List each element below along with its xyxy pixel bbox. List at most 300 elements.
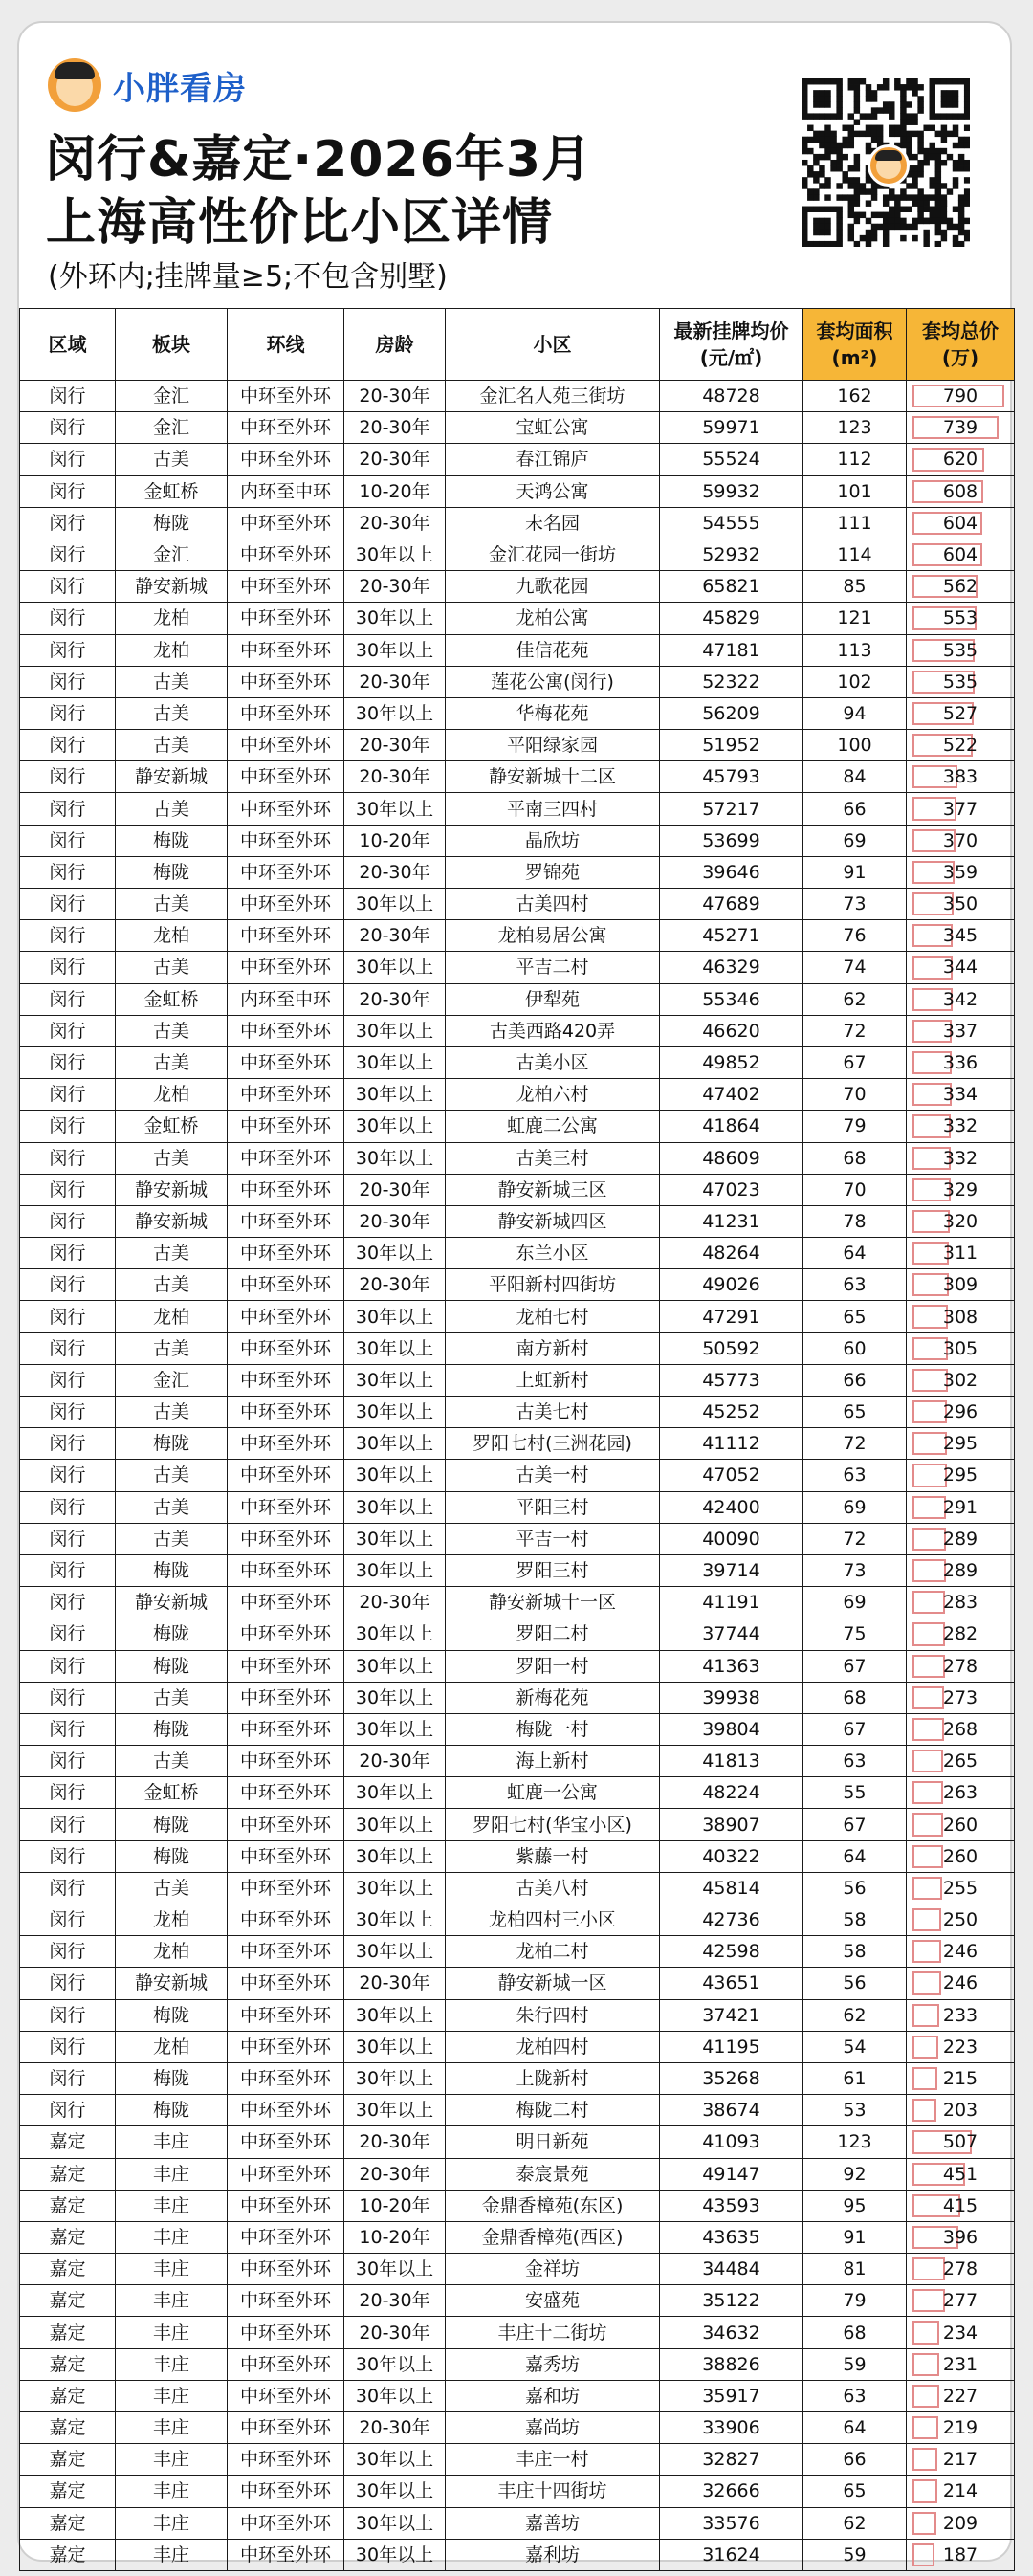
cell-community: 古美小区 [446, 1046, 660, 1078]
cell-community: 南方新村 [446, 1332, 660, 1364]
cell-area: 67 [803, 1809, 907, 1840]
cell-area: 63 [803, 1269, 907, 1301]
cell-community: 平阳绿家园 [446, 730, 660, 761]
cell-area: 58 [803, 1904, 907, 1936]
cell-district: 嘉定 [20, 2317, 116, 2348]
cell-block: 龙柏 [116, 603, 228, 634]
cell-price: 47052 [660, 1460, 803, 1491]
cell-area: 111 [803, 507, 907, 539]
cell-community: 古美西路420弄 [446, 1015, 660, 1046]
cell-age: 30年以上 [344, 2380, 446, 2411]
cell-ring: 中环至外环 [228, 1840, 344, 1872]
cell-ring: 中环至外环 [228, 1587, 344, 1618]
cell-age: 20-30年 [344, 1174, 446, 1205]
cell-block: 古美 [116, 1682, 228, 1713]
cell-community: 古美一村 [446, 1460, 660, 1491]
cell-age: 30年以上 [344, 1618, 446, 1650]
cell-block: 龙柏 [116, 634, 228, 666]
cell-block: 丰庄 [116, 2126, 228, 2158]
cell-price: 42400 [660, 1491, 803, 1523]
cell-age: 30年以上 [344, 2507, 446, 2539]
cell-district: 嘉定 [20, 2285, 116, 2317]
cell-ring: 中环至外环 [228, 1046, 344, 1078]
total-bar [912, 1622, 945, 1645]
total-bar [912, 1559, 946, 1582]
cell-area: 91 [803, 856, 907, 888]
cell-total [907, 2348, 1015, 2380]
cell-total [907, 475, 1015, 507]
cell-total [907, 444, 1015, 475]
cell-block: 古美 [116, 1046, 228, 1078]
total-bar [912, 1591, 945, 1614]
cell-total [907, 1746, 1015, 1777]
total-value: 219 [942, 2417, 978, 2439]
total-value: 344 [942, 957, 978, 979]
cell-community: 上陇新村 [446, 2062, 660, 2094]
cell-community: 罗阳七村(华宝小区) [446, 1809, 660, 1840]
cell-total [907, 1650, 1015, 1682]
cell-community: 紫藤一村 [446, 1840, 660, 1872]
table-row [20, 381, 1015, 412]
cell-block: 古美 [116, 889, 228, 920]
cell-ring: 中环至外环 [228, 1205, 344, 1237]
cell-district: 闵行 [20, 697, 116, 729]
cell-area: 95 [803, 2190, 907, 2221]
cell-price: 39804 [660, 1713, 803, 1745]
cell-block: 梅陇 [116, 507, 228, 539]
cell-community: 金鼎香樟苑(东区) [446, 2190, 660, 2221]
cell-total [907, 1809, 1015, 1840]
cell-age: 20-30年 [344, 2158, 446, 2190]
cell-total [907, 2254, 1015, 2285]
cell-community: 未名园 [446, 507, 660, 539]
cell-area: 73 [803, 889, 907, 920]
cell-age: 20-30年 [344, 444, 446, 475]
cell-total [907, 1397, 1015, 1428]
cell-area: 123 [803, 412, 907, 444]
cell-ring: 中环至外环 [228, 1523, 344, 1554]
cell-area: 74 [803, 952, 907, 983]
cell-price: 41864 [660, 1111, 803, 1142]
table-row [20, 1968, 1015, 1999]
total-bar [912, 2448, 937, 2471]
cell-area: 85 [803, 571, 907, 603]
total-value: 739 [942, 417, 978, 439]
cell-area: 60 [803, 1332, 907, 1364]
cell-ring: 中环至外环 [228, 1650, 344, 1682]
cell-community: 平吉一村 [446, 1523, 660, 1554]
table-row [20, 1046, 1015, 1078]
cell-age: 30年以上 [344, 2539, 446, 2570]
cell-price: 42598 [660, 1936, 803, 1968]
page-title-line1: 闵行&嘉定·2026年3月 [46, 131, 593, 188]
table-row [20, 1587, 1015, 1618]
cell-ring: 中环至外环 [228, 2126, 344, 2158]
cell-age: 30年以上 [344, 2095, 446, 2126]
total-value: 246 [942, 1972, 978, 1994]
cell-district: 嘉定 [20, 2221, 116, 2253]
cell-district: 闵行 [20, 1904, 116, 1936]
cell-area: 76 [803, 920, 907, 952]
cell-ring: 中环至外环 [228, 2317, 344, 2348]
cell-district: 闵行 [20, 1554, 116, 1586]
cell-price: 52322 [660, 666, 803, 697]
cell-community: 丰庄十四街坊 [446, 2476, 660, 2507]
total-value: 620 [942, 449, 978, 471]
cell-price: 49026 [660, 1269, 803, 1301]
total-value: 255 [942, 1877, 978, 1899]
total-value: 305 [942, 1337, 978, 1359]
cell-block: 梅陇 [116, 1999, 228, 2031]
cell-block: 梅陇 [116, 2062, 228, 2094]
cell-community: 古美三村 [446, 1142, 660, 1174]
cell-price: 46620 [660, 1015, 803, 1046]
cell-area: 113 [803, 634, 907, 666]
table-row [20, 1523, 1015, 1554]
cell-district: 闵行 [20, 507, 116, 539]
cell-age: 20-30年 [344, 2412, 446, 2444]
cell-area: 72 [803, 1523, 907, 1554]
table-row [20, 2348, 1015, 2380]
cell-district: 闵行 [20, 793, 116, 825]
total-value: 350 [942, 893, 978, 915]
cell-age: 30年以上 [344, 952, 446, 983]
table-row [20, 2062, 1015, 2094]
cell-total [907, 2476, 1015, 2507]
total-bar [912, 1781, 943, 1804]
cell-community: 金鼎香樟苑(西区) [446, 2221, 660, 2253]
cell-total [907, 2380, 1015, 2411]
cell-age: 20-30年 [344, 666, 446, 697]
cell-block: 古美 [116, 1523, 228, 1554]
total-bar [912, 2004, 939, 2027]
cell-area: 56 [803, 1872, 907, 1904]
cell-community: 龙柏四村 [446, 2031, 660, 2062]
cell-age: 30年以上 [344, 1999, 446, 2031]
cell-district: 闵行 [20, 761, 116, 793]
cell-area: 92 [803, 2158, 907, 2190]
cell-block: 金虹桥 [116, 983, 228, 1015]
cell-district: 闵行 [20, 2095, 116, 2126]
cell-block: 古美 [116, 1397, 228, 1428]
cell-ring: 中环至外环 [228, 1301, 344, 1332]
cell-price: 46329 [660, 952, 803, 983]
table-row [20, 730, 1015, 761]
cell-price: 49852 [660, 1046, 803, 1078]
cell-community: 莲花公寓(闵行) [446, 666, 660, 697]
table-row [20, 1269, 1015, 1301]
cell-ring: 中环至外环 [228, 2444, 344, 2476]
cell-price: 47402 [660, 1079, 803, 1111]
cell-area: 102 [803, 666, 907, 697]
cell-block: 丰庄 [116, 2221, 228, 2253]
cell-price: 38674 [660, 2095, 803, 2126]
cell-district: 闵行 [20, 666, 116, 697]
cell-total [907, 952, 1015, 983]
cell-block: 古美 [116, 1269, 228, 1301]
cell-community: 金汇花园一街坊 [446, 539, 660, 570]
cell-block: 丰庄 [116, 2158, 228, 2190]
cell-district: 闵行 [20, 634, 116, 666]
total-value: 215 [942, 2068, 978, 2090]
total-bar [912, 2416, 938, 2439]
cell-age: 30年以上 [344, 1301, 446, 1332]
total-bar [912, 2512, 936, 2535]
cell-age: 30年以上 [344, 1460, 446, 1491]
cell-district: 闵行 [20, 730, 116, 761]
cell-price: 48728 [660, 381, 803, 412]
cell-district: 闵行 [20, 889, 116, 920]
table-row [20, 2476, 1015, 2507]
total-value: 289 [942, 1528, 978, 1550]
total-value: 209 [942, 2512, 978, 2534]
total-value: 311 [942, 1243, 978, 1265]
total-bar [912, 2321, 939, 2344]
cell-age: 20-30年 [344, 1746, 446, 1777]
cell-district: 闵行 [20, 1332, 116, 1364]
cell-block: 静安新城 [116, 1968, 228, 1999]
cell-age: 10-20年 [344, 825, 446, 856]
cell-ring: 中环至外环 [228, 1554, 344, 1586]
cell-age: 30年以上 [344, 1491, 446, 1523]
total-bar [912, 1971, 941, 1994]
total-bar [912, 1877, 942, 1900]
cell-block: 古美 [116, 666, 228, 697]
cell-ring: 中环至外环 [228, 1015, 344, 1046]
cell-block: 古美 [116, 697, 228, 729]
cell-ring: 中环至外环 [228, 2062, 344, 2094]
table-row [20, 2412, 1015, 2444]
cell-ring: 中环至外环 [228, 1491, 344, 1523]
cell-district: 闵行 [20, 1174, 116, 1205]
total-bar [912, 1496, 946, 1519]
cell-age: 30年以上 [344, 1840, 446, 1872]
cell-ring: 中环至外环 [228, 1936, 344, 1968]
cell-district: 闵行 [20, 983, 116, 1015]
cell-community: 罗锦苑 [446, 856, 660, 888]
total-value: 273 [942, 1686, 978, 1708]
cell-age: 20-30年 [344, 730, 446, 761]
total-bar [912, 1940, 941, 1963]
brand-logo [48, 57, 247, 113]
cell-community: 平阳三村 [446, 1491, 660, 1523]
cell-total [907, 1046, 1015, 1078]
cell-ring: 中环至外环 [228, 1999, 344, 2031]
cell-community: 嘉善坊 [446, 2507, 660, 2539]
total-value: 263 [942, 1782, 978, 1804]
cell-community: 龙柏四村三小区 [446, 1904, 660, 1936]
total-bar [912, 1845, 943, 1868]
table-row [20, 2221, 1015, 2253]
cell-district: 嘉定 [20, 2507, 116, 2539]
cell-price: 48609 [660, 1142, 803, 1174]
cell-price: 35268 [660, 2062, 803, 2094]
cell-district: 闵行 [20, 381, 116, 412]
cell-community: 罗阳二村 [446, 1618, 660, 1650]
cell-price: 47291 [660, 1301, 803, 1332]
cell-area: 64 [803, 1840, 907, 1872]
total-value: 790 [942, 385, 978, 407]
cell-age: 30年以上 [344, 1079, 446, 1111]
cell-block: 梅陇 [116, 1618, 228, 1650]
header-age: 房龄 [344, 309, 446, 381]
cell-ring: 中环至外环 [228, 2539, 344, 2570]
cell-age: 20-30年 [344, 381, 446, 412]
cell-area: 69 [803, 825, 907, 856]
table-row [20, 920, 1015, 952]
table-row [20, 793, 1015, 825]
table-row [20, 634, 1015, 666]
cell-block: 龙柏 [116, 1936, 228, 1968]
total-value: 278 [942, 1655, 978, 1677]
cell-area: 72 [803, 1015, 907, 1046]
total-bar [912, 1718, 944, 1741]
cell-district: 闵行 [20, 856, 116, 888]
cell-district: 闵行 [20, 1397, 116, 1428]
table-row [20, 1904, 1015, 1936]
table-row [20, 1554, 1015, 1586]
total-value: 295 [942, 1433, 978, 1455]
cell-age: 30年以上 [344, 1650, 446, 1682]
cell-area: 54 [803, 2031, 907, 2062]
total-value: 332 [942, 1147, 978, 1169]
cell-area: 70 [803, 1174, 907, 1205]
table-row [20, 1205, 1015, 1237]
cell-total [907, 2158, 1015, 2190]
cell-ring: 中环至外环 [228, 1872, 344, 1904]
cell-total [907, 2031, 1015, 2062]
cell-block: 古美 [116, 1015, 228, 1046]
cell-district: 闵行 [20, 952, 116, 983]
table-row [20, 444, 1015, 475]
cell-community: 东兰小区 [446, 1238, 660, 1269]
cell-ring: 中环至外环 [228, 381, 344, 412]
cell-district: 闵行 [20, 1682, 116, 1713]
cell-price: 40322 [660, 1840, 803, 1872]
cell-district: 闵行 [20, 1079, 116, 1111]
cell-price: 48224 [660, 1777, 803, 1809]
cell-community: 明日新苑 [446, 2126, 660, 2158]
header-community: 小区 [446, 309, 660, 381]
cell-price: 38826 [660, 2348, 803, 2380]
cell-community: 龙柏七村 [446, 1301, 660, 1332]
cell-area: 59 [803, 2348, 907, 2380]
qr-avatar-icon [868, 144, 910, 187]
cell-district: 闵行 [20, 1999, 116, 2031]
cell-community: 虹鹿一公寓 [446, 1777, 660, 1809]
cell-price: 39646 [660, 856, 803, 888]
cell-price: 54555 [660, 507, 803, 539]
cell-block: 龙柏 [116, 1079, 228, 1111]
cell-area: 66 [803, 2444, 907, 2476]
cell-area: 68 [803, 1142, 907, 1174]
cell-community: 宝虹公寓 [446, 412, 660, 444]
total-value: 535 [942, 639, 978, 661]
cell-total [907, 1618, 1015, 1650]
cell-area: 70 [803, 1079, 907, 1111]
cell-area: 67 [803, 1046, 907, 1078]
brand-name: 小胖看房 [113, 69, 247, 108]
cell-price: 53699 [660, 825, 803, 856]
cell-ring: 中环至外环 [228, 1428, 344, 1460]
cell-age: 30年以上 [344, 1777, 446, 1809]
total-value: 383 [942, 766, 978, 788]
cell-district: 嘉定 [20, 2539, 116, 2570]
cell-total [907, 2444, 1015, 2476]
cell-area: 59 [803, 2539, 907, 2570]
cell-ring: 中环至外环 [228, 1746, 344, 1777]
total-value: 268 [942, 1718, 978, 1740]
cell-community: 佳信花苑 [446, 634, 660, 666]
cell-age: 30年以上 [344, 2348, 446, 2380]
total-bar [912, 2099, 936, 2122]
cell-area: 72 [803, 1428, 907, 1460]
total-value: 345 [942, 925, 978, 947]
cell-age: 30年以上 [344, 1682, 446, 1713]
cell-ring: 中环至外环 [228, 539, 344, 570]
total-value: 227 [942, 2385, 978, 2407]
cell-age: 20-30年 [344, 920, 446, 952]
table-row [20, 1174, 1015, 1205]
total-value: 451 [942, 2163, 978, 2185]
total-bar [912, 2353, 939, 2376]
cell-ring: 中环至外环 [228, 1111, 344, 1142]
cell-district: 嘉定 [20, 2158, 116, 2190]
cell-price: 45814 [660, 1872, 803, 1904]
cell-total [907, 2412, 1015, 2444]
total-value: 291 [942, 1496, 978, 1518]
cell-block: 古美 [116, 952, 228, 983]
cell-price: 43651 [660, 1968, 803, 1999]
header-district: 区域 [20, 309, 116, 381]
cell-total [907, 1554, 1015, 1586]
cell-ring: 中环至外环 [228, 2190, 344, 2221]
cell-block: 梅陇 [116, 1840, 228, 1872]
total-value: 282 [942, 1623, 978, 1645]
cell-block: 梅陇 [116, 825, 228, 856]
cell-block: 古美 [116, 1238, 228, 1269]
avatar-icon [48, 58, 101, 112]
table-row [20, 2285, 1015, 2317]
cell-total [907, 2095, 1015, 2126]
cell-district: 闵行 [20, 1046, 116, 1078]
total-value: 289 [942, 1560, 978, 1582]
cell-total [907, 889, 1015, 920]
cell-price: 33906 [660, 2412, 803, 2444]
cell-ring: 中环至外环 [228, 1682, 344, 1713]
total-value: 203 [942, 2100, 978, 2122]
cell-district: 闵行 [20, 1777, 116, 1809]
cell-community: 海上新村 [446, 1746, 660, 1777]
total-bar [912, 2479, 937, 2502]
table-row [20, 1682, 1015, 1713]
cell-block: 丰庄 [116, 2254, 228, 2285]
cell-area: 79 [803, 2285, 907, 2317]
cell-area: 63 [803, 1746, 907, 1777]
table-row [20, 1840, 1015, 1872]
cell-community: 平南三四村 [446, 793, 660, 825]
cell-block: 金虹桥 [116, 1111, 228, 1142]
cell-area: 101 [803, 475, 907, 507]
cell-district: 闵行 [20, 825, 116, 856]
table-row [20, 761, 1015, 793]
total-value: 604 [942, 512, 978, 534]
cell-block: 古美 [116, 793, 228, 825]
table-row [20, 1428, 1015, 1460]
total-value: 296 [942, 1401, 978, 1423]
cell-block: 金虹桥 [116, 475, 228, 507]
cell-area: 61 [803, 2062, 907, 2094]
